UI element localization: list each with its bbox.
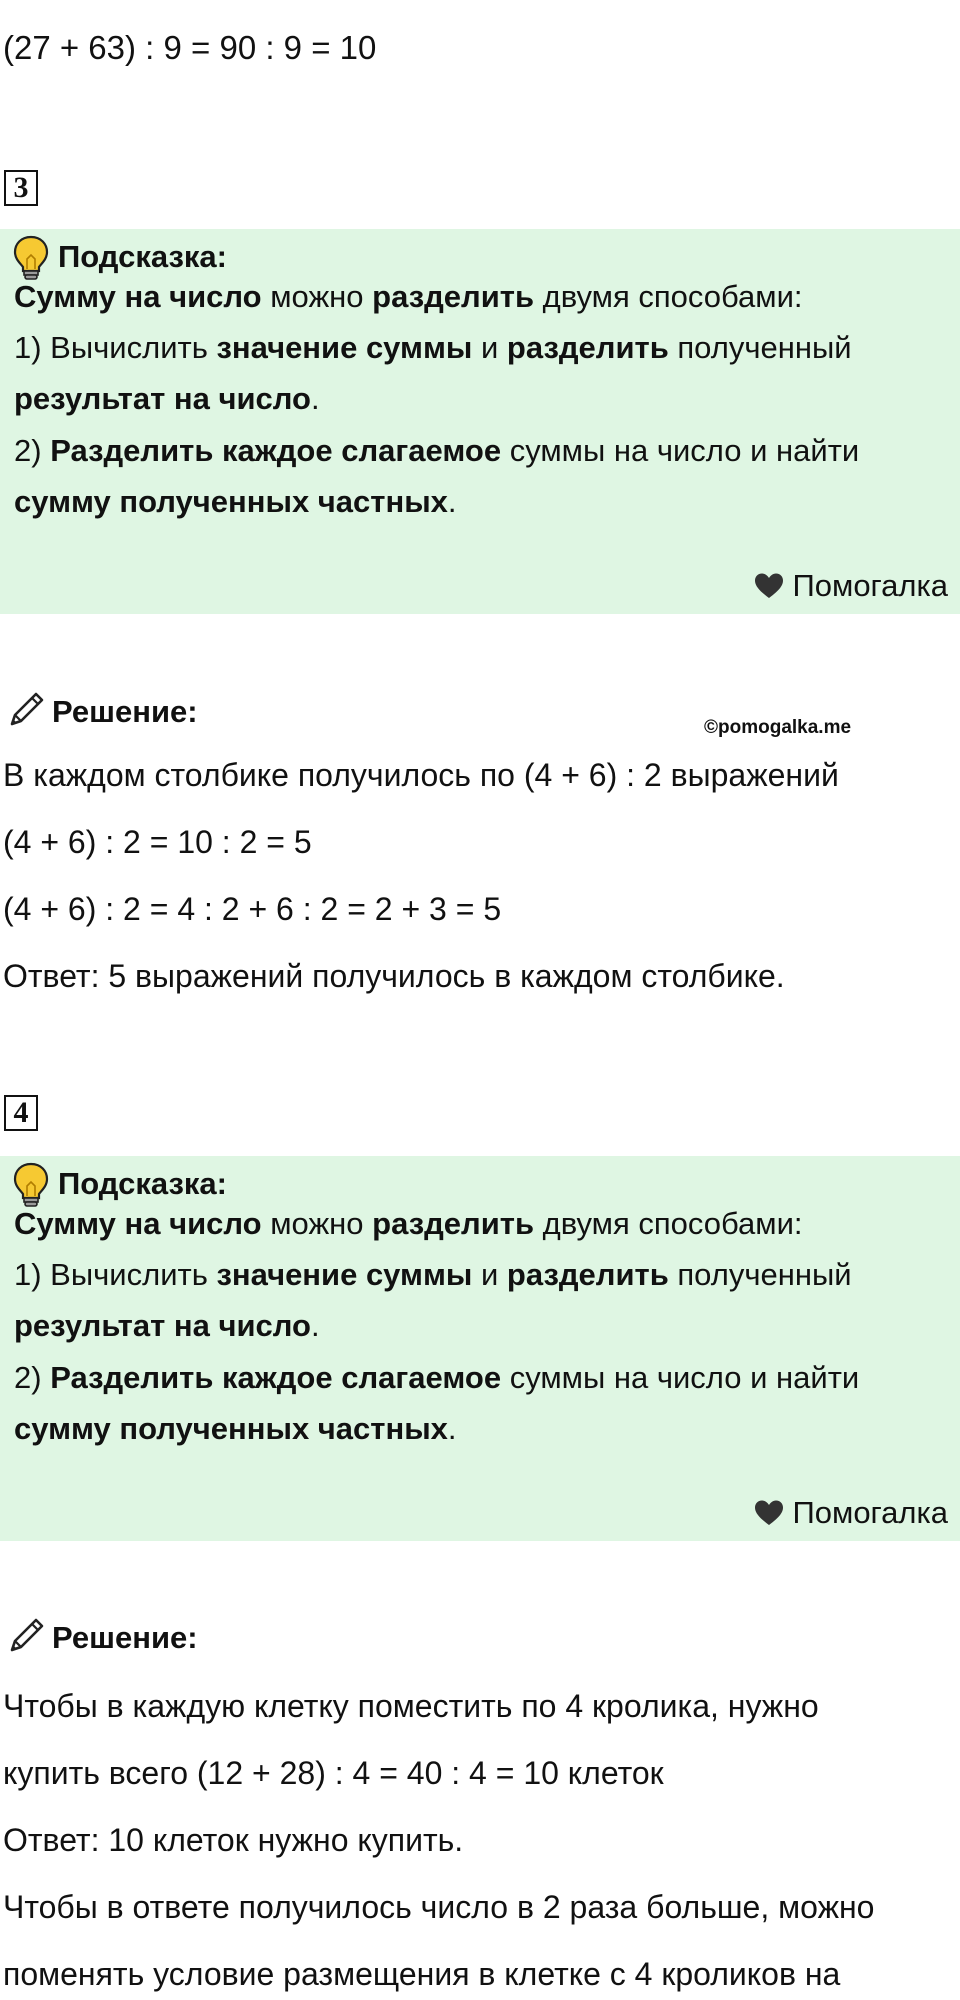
hint-title: Подсказка:: [58, 1166, 227, 1201]
hint-bold: результат на число: [14, 1308, 311, 1343]
hint-text: двумя способами:: [534, 279, 803, 314]
hint-bold: разделить: [372, 1206, 535, 1241]
hint-text: .: [310, 381, 320, 416]
hint-text: двумя способами:: [534, 1206, 803, 1241]
pencil-icon: [6, 688, 48, 730]
solution-answer: Ответ: 10 клеток нужно купить.: [3, 1822, 464, 1858]
hint-text: и: [472, 1257, 507, 1292]
hint-bold: сумму полученных частных: [14, 1411, 448, 1446]
hint-text: .: [447, 1411, 457, 1446]
solution-line: поменять условие размещения в клетке с 4 кроликов на: [3, 1956, 841, 1992]
hint-text: 1) Вычислить: [14, 330, 217, 365]
hint-text: можно: [261, 279, 373, 314]
hint-text: .: [447, 484, 457, 519]
hint-bold: Разделить каждое слагаемое: [50, 1360, 502, 1395]
hint-text: 2): [14, 433, 51, 468]
hint-bold: Сумму на число: [14, 1206, 262, 1241]
hint-bold: Разделить каждое слагаемое: [50, 433, 502, 468]
credit-pomogalka[interactable]: [754, 1493, 948, 1533]
hint-bold: разделить: [506, 330, 669, 365]
solution-line: Чтобы в каждую клетку поместить по 4 кролика, нужно: [3, 1688, 819, 1724]
solution-title: Решение:: [52, 694, 198, 729]
top-equation: (27 + 63) : 9 = 90 : 9 = 10: [3, 29, 377, 66]
hint-box-4: [0, 1156, 960, 1541]
hint-text: и: [472, 330, 507, 365]
hint-line-5: [14, 1403, 457, 1455]
hint-text: суммы на число и найти: [501, 433, 860, 468]
credit-label: Помогалка: [792, 1495, 948, 1530]
hint-line-2: [14, 322, 852, 374]
solution-answer: Ответ: 5 выражений получилось в каждом столбике.: [3, 958, 785, 994]
hint-line-1: [14, 1198, 803, 1250]
hint-text: 2): [14, 1360, 51, 1395]
hint-text: можно: [261, 1206, 373, 1241]
solution-line: В каждом столбике получилось по (4 + 6) : 2 выражений: [3, 757, 839, 793]
hint-line-3: [14, 1300, 320, 1352]
credit-pomogalka[interactable]: [754, 566, 948, 606]
hint-text: полученный: [668, 330, 852, 365]
credit-label: Помогалка: [792, 568, 948, 603]
solution-line: (4 + 6) : 2 = 4 : 2 + 6 : 2 = 2 + 3 = 5: [3, 891, 502, 927]
hint-bold: значение суммы: [216, 1257, 473, 1292]
heart-icon: [754, 1499, 784, 1527]
task-number-4: 4: [4, 1095, 38, 1131]
solution-title: Решение:: [52, 1620, 198, 1655]
hint-bold: разделить: [372, 279, 535, 314]
hint-line-1: [14, 271, 803, 323]
watermark: ©pomogalka.me: [704, 717, 852, 738]
hint-bold: разделить: [506, 1257, 669, 1292]
hint-line-5: [14, 476, 457, 528]
heart-icon: [754, 572, 784, 600]
hint-bold: Сумму на число: [14, 279, 262, 314]
hint-line-4: [14, 425, 859, 477]
solution-line: Чтобы в ответе получилось число в 2 раза больше, можно: [3, 1889, 875, 1925]
hint-bold: значение суммы: [216, 330, 473, 365]
hint-bold: сумму полученных частных: [14, 484, 448, 519]
hint-line-4: [14, 1352, 859, 1404]
hint-text: .: [310, 1308, 320, 1343]
hint-bold: результат на число: [14, 381, 311, 416]
hint-text: 1) Вычислить: [14, 1257, 217, 1292]
hint-text: суммы на число и найти: [501, 1360, 860, 1395]
hint-text: полученный: [668, 1257, 852, 1292]
solution-line: (4 + 6) : 2 = 10 : 2 = 5: [3, 824, 312, 860]
hint-title: Подсказка:: [58, 239, 227, 274]
pencil-icon: [6, 1614, 48, 1656]
solution-line: купить всего (12 + 28) : 4 = 40 : 4 = 10 клеток: [3, 1755, 664, 1791]
task-number-3: 3: [4, 170, 38, 206]
hint-line-3: [14, 373, 320, 425]
hint-box-3: [0, 229, 960, 614]
hint-line-2: [14, 1249, 852, 1301]
